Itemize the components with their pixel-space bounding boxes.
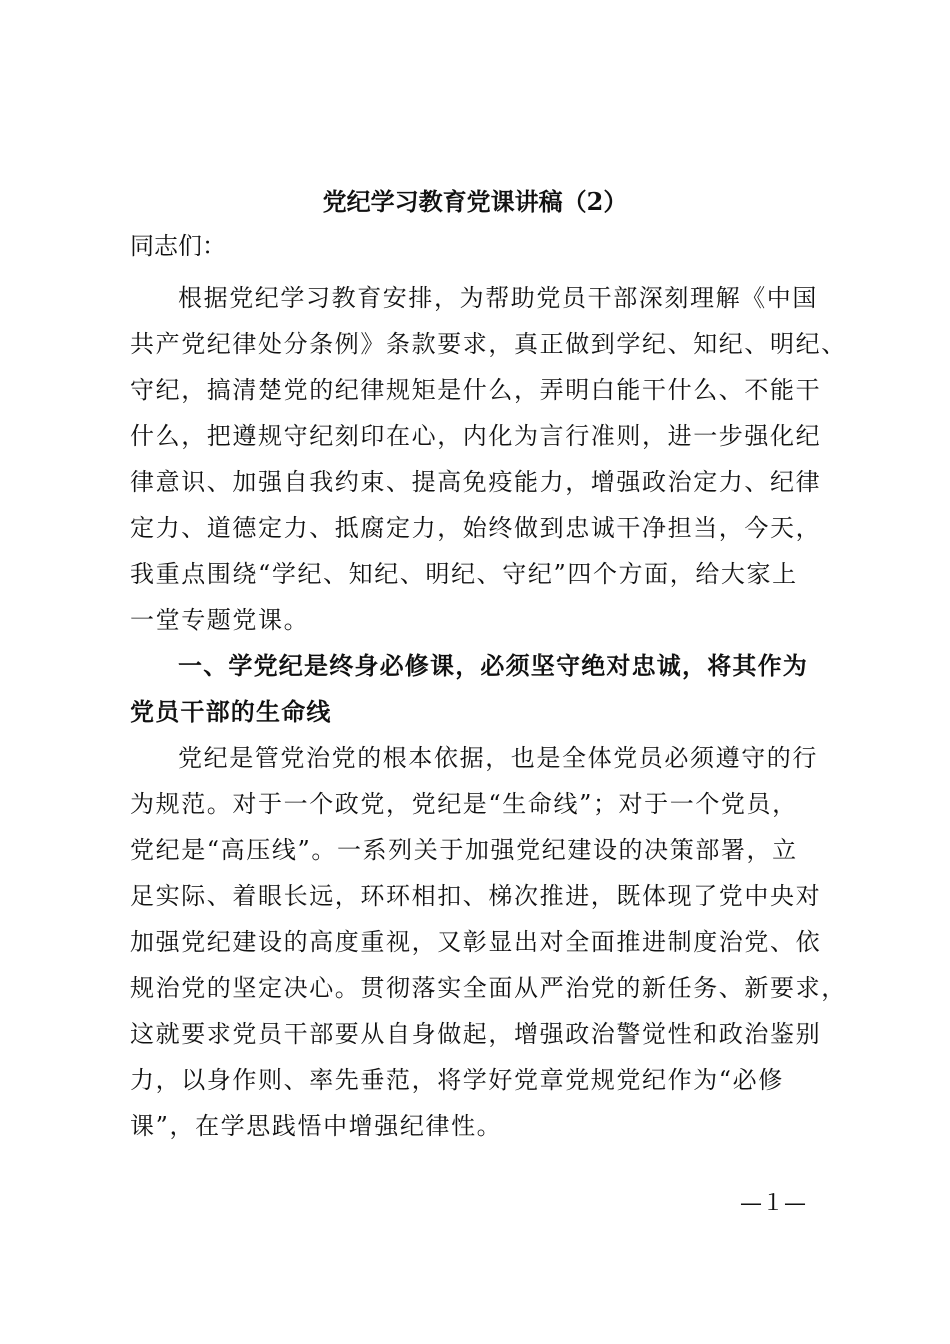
paragraph-line: 定力、道德定力、抵腐定力，始终做到忠诚干净担当，今天， <box>130 514 822 542</box>
paragraph-line: 力，以身作则、率先垂范，将学好党章党规党纪作为“必修 <box>130 1066 784 1094</box>
paragraph-line: 什么，把遵规守纪刻印在心，内化为言行准则，进一步强化纪 <box>130 422 822 450</box>
paragraph-line: 我重点围绕“学纪、知纪、明纪、守纪”四个方面，给大家上 <box>130 560 798 588</box>
paragraph-line: 为规范。对于一个政党，党纪是“生命线”；对于一个党员， <box>130 790 798 818</box>
paragraph-line: 律意识、加强自我约束、提高免疫能力，增强政治定力、纪律 <box>130 468 822 496</box>
paragraph-line: 这就要求党员干部要从自身做起，增强政治警觉性和政治鉴别 <box>130 1020 822 1048</box>
paragraph-line: 共产党纪律处分条例》条款要求，真正做到学纪、知纪、明纪、 <box>130 330 847 358</box>
heading-line: 党员干部的生命线 <box>130 698 332 726</box>
paragraph-line: 党纪是“高压线”。一系列关于加强党纪建设的决策部署，立 <box>130 836 798 864</box>
paragraph-line: 足实际、着眼长远，环环相扣、梯次推进，既体现了党中央对 <box>130 882 822 910</box>
heading-line: 一、学党纪是终身必修课，必须坚守绝对忠诚，将其作为 <box>178 652 808 680</box>
page-number: —１— <box>740 1191 807 1216</box>
paragraph-line: 党纪是管党治党的根本依据，也是全体党员必须遵守的行 <box>178 744 818 772</box>
salutation: 同志们： <box>130 232 226 260</box>
document-title: 党纪学习教育党课讲稿（2） <box>322 187 628 216</box>
paragraph-line: 规治党的坚定决心。贯彻落实全面从严治党的新任务、新要求， <box>130 974 847 1002</box>
paragraph-line: 课”，在学思践悟中增强纪律性。 <box>130 1112 503 1140</box>
paragraph-line: 守纪，搞清楚党的纪律规矩是什么，弄明白能干什么、不能干 <box>130 376 822 404</box>
paragraph-line: 一堂专题党课。 <box>130 606 310 634</box>
paragraph-line: 根据党纪学习教育安排，为帮助党员干部深刻理解《中国 <box>178 284 818 312</box>
paragraph-line: 加强党纪建设的高度重视，又彰显出对全面推进制度治党、依 <box>130 928 822 956</box>
